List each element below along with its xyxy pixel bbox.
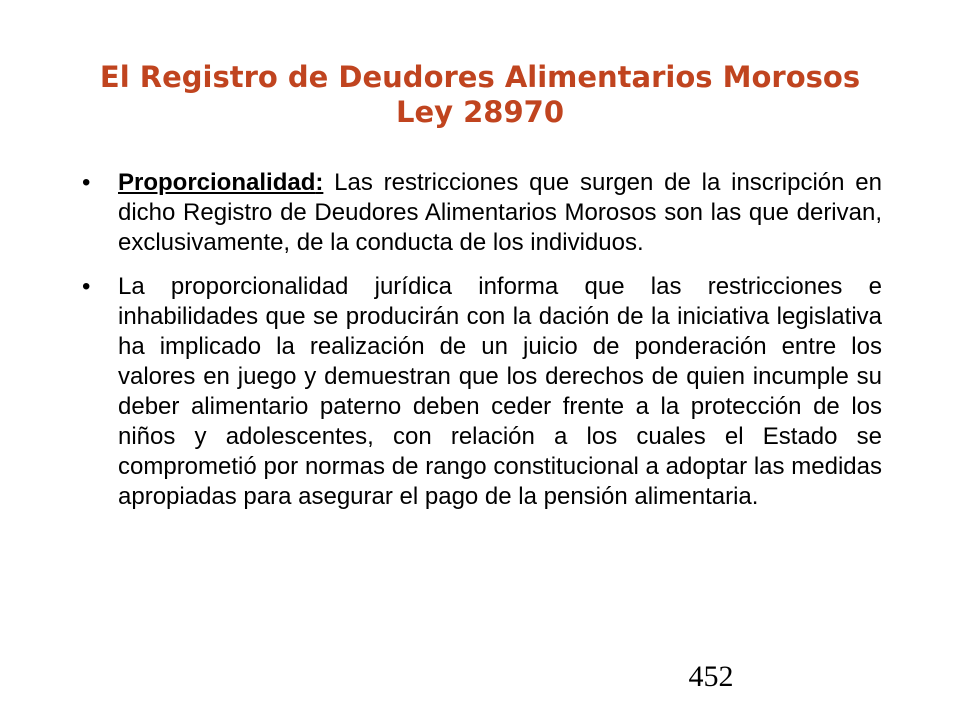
slide-title	[60, 60, 900, 131]
slide-title-line-1: El Registro de Deudores Alimentarios Morosos	[99, 60, 861, 94]
bullet-icon: •	[82, 273, 91, 300]
slide-title-line-2: Ley 28970	[395, 95, 565, 130]
bullet-list	[82, 168, 882, 526]
bullet-term: Proporcionalidad	[118, 169, 316, 196]
bullet-item-proporcionalidad	[82, 168, 882, 258]
bullet-icon: •	[82, 169, 91, 196]
bullet-item-proporcionalidad-juridica	[82, 272, 882, 512]
bullet-term-separator: :	[315, 169, 324, 196]
page-number: 452	[688, 660, 734, 693]
bullet-text: La proporcionalidad jurídica informa que las restricciones e inhabilidades que se producirán con la dación de la iniciativa legislativa ha implicado la realización de un juicio de ponderación entre los valores en juego y demuestran que los derechos de quien incumple su deber alimentario paterno deben ceder frente a la protección de los niños y adolescentes, con relación a los cuales el Estado se comprometió por normas de rango constitucional a adoptar las medidas apropiadas para asegurar el pago de la pensión alimentaria.	[118, 273, 882, 510]
bullet-text: Las restricciones que surgen de la inscripción en dicho Registro de Deudores Alimentarios Morosos son las que derivan, exclusivamente, de la conducta de los individuos.	[118, 169, 882, 256]
